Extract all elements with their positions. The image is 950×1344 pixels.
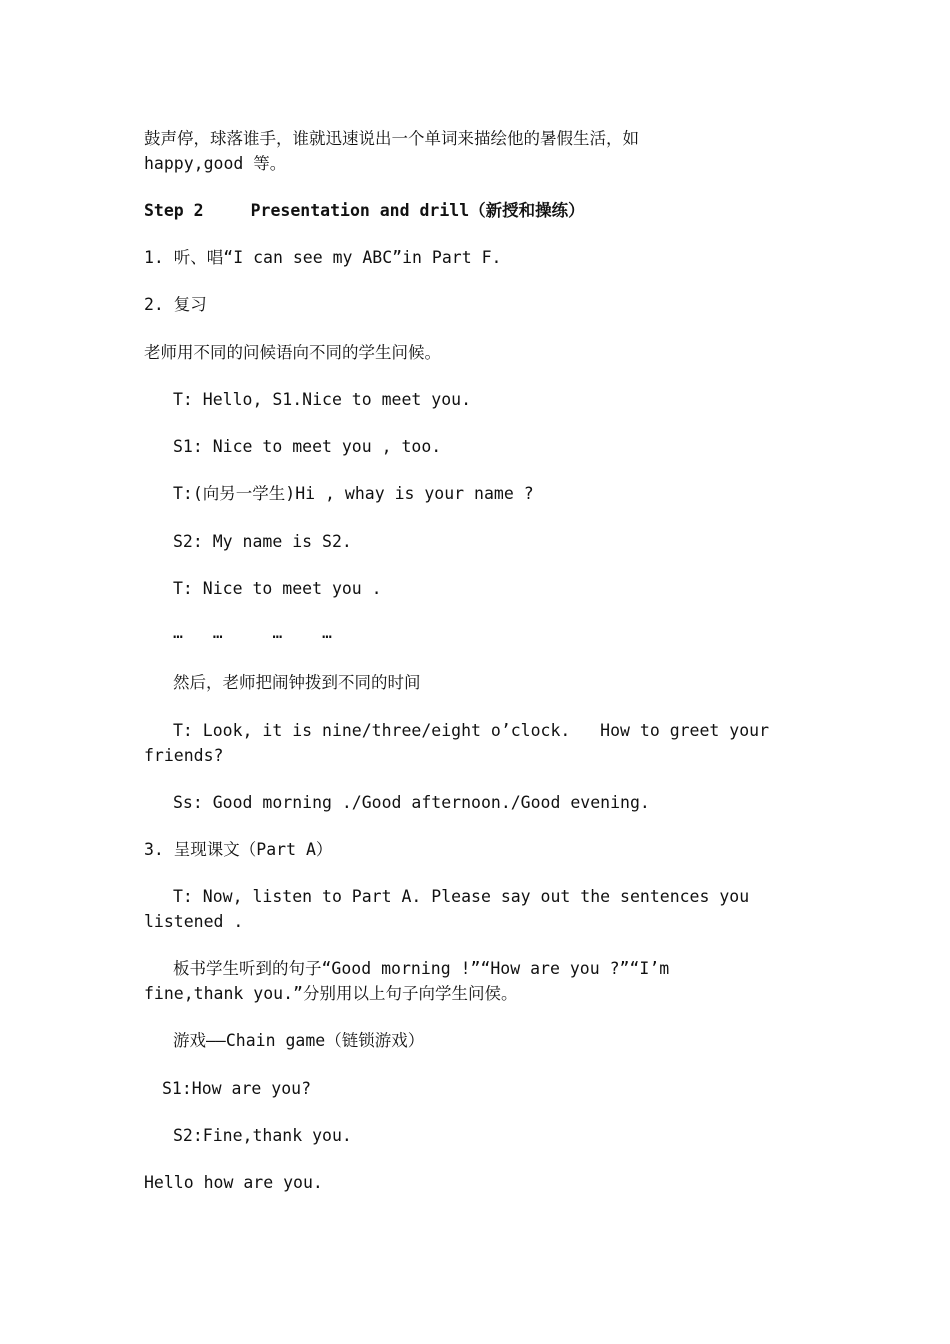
step-heading — [144, 198, 794, 223]
dialogue-line: S2: My name is S2. — [173, 532, 352, 551]
dialogue-line: T: Now, listen to Part A. Please say out the sentences you — [173, 887, 750, 906]
dialogue-line: Ss: Good morning ./Good afternoon./Good evening. — [173, 793, 650, 812]
dialogue-line: T:(向另一学生)Hi , whay is your name ? — [173, 484, 534, 503]
step-title: Presentation and drill（新授和操练） — [250, 201, 585, 220]
list-item: 3. 呈现课文（Part A） — [144, 840, 333, 859]
paragraph-line: happy,good 等。 — [144, 154, 287, 173]
list-item: 1. 听、唱“I can see my ABC”in Part F. — [144, 248, 502, 267]
dialogue-line-continued: friends? — [144, 746, 224, 765]
dialogue-line: S2:Fine,thank you. — [173, 1126, 352, 1145]
dialogue-line-continued: listened . — [144, 912, 244, 931]
ellipsis-line: … … … … — [173, 623, 332, 642]
dialogue-line: T: Nice to meet you . — [173, 579, 382, 598]
paragraph-line: 板书学生听到的句子“Good morning !”“How are you ?”“I’m — [173, 959, 670, 978]
dialogue-line: T: Hello, S1.Nice to meet you. — [173, 390, 472, 409]
paragraph-line: 鼓声停，球落谁手，谁就迅速说出一个单词来描绘他的暑假生活，如 — [144, 129, 639, 148]
dialogue-line: S1:How are you? — [162, 1079, 312, 1098]
paragraph-line-continued: fine,thank you.”分别用以上句子向学生问侯。 — [144, 984, 518, 1003]
dialogue-line: S1: Nice to meet you , too. — [173, 437, 442, 456]
step-number: Step 2 — [144, 201, 204, 220]
dialogue-line: T: Look, it is nine/three/eight o’clock. How to greet your — [173, 721, 770, 740]
paragraph-line: 然后，老师把闹钟拨到不同的时间 — [173, 673, 421, 692]
paragraph-line: Hello how are you. — [144, 1173, 323, 1192]
game-heading: 游戏——Chain game（链锁游戏） — [173, 1031, 425, 1050]
paragraph-line: 老师用不同的问候语向不同的学生问候。 — [144, 343, 441, 362]
list-item: 2. 复习 — [144, 295, 207, 314]
